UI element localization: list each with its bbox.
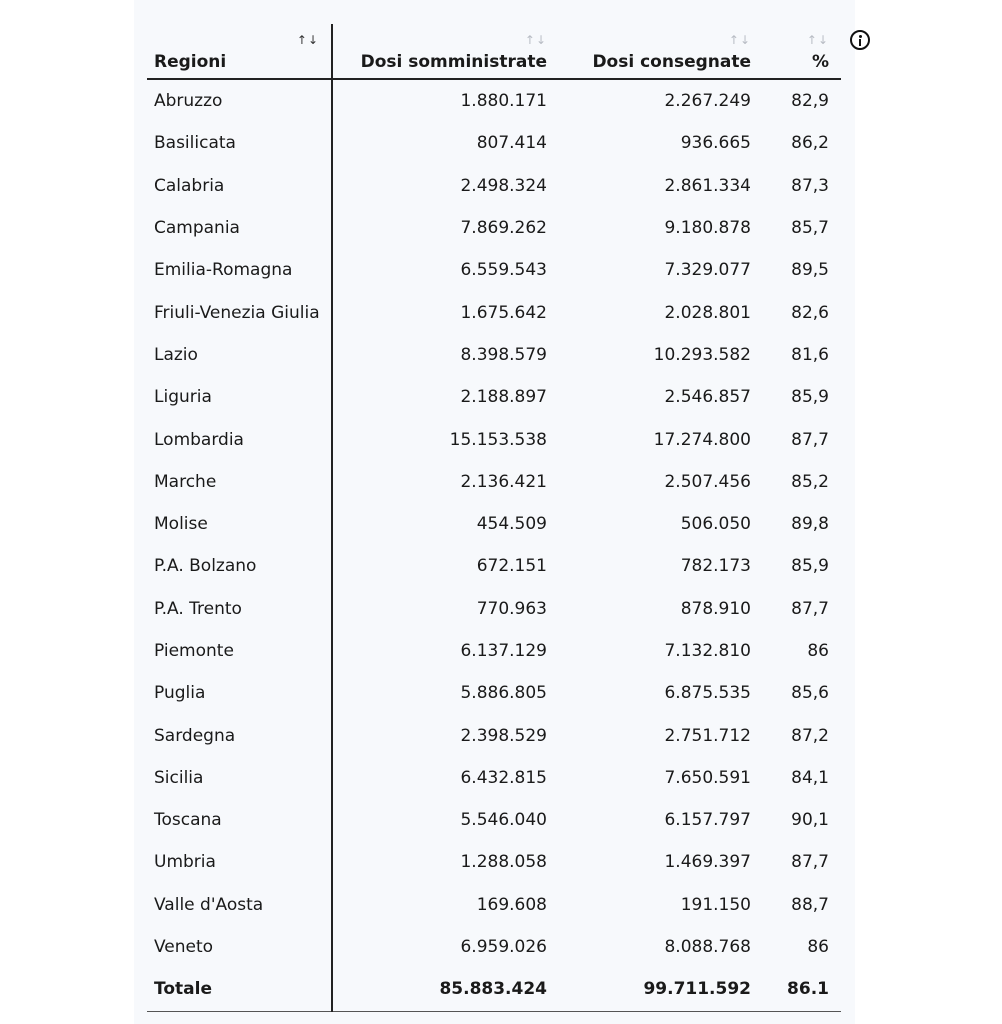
sort-arrows-icon[interactable]: ↑↓ [296,33,319,47]
region-cell: Sardegna [147,714,332,756]
table-row [147,799,841,841]
percent-cell: 87,2 [791,725,829,746]
administered-cell: 2.188.897 [460,387,547,408]
region-cell: Marche [147,461,332,503]
region-cell: Friuli-Venezia Giulia [147,291,332,333]
table-row [147,714,841,756]
delivered-cell: 782.173 [680,556,751,577]
vaccine-doses-table [147,24,841,1012]
column-header-percent[interactable] [763,24,841,79]
column-header-label: Dosi consegnate [592,52,751,72]
percent-cell: 87,7 [791,429,829,450]
percent-cell: 86 [807,641,829,661]
region-cell: Valle d'Aosta [147,884,332,926]
percent-cell: 81,6 [791,344,829,365]
table-row [147,545,841,587]
delivered-cell: 2.267.249 [664,91,751,112]
administered-cell: 6.137.129 [460,641,547,661]
table-row [147,588,841,630]
column-header-label: % [811,52,829,72]
region-cell: Umbria [147,841,332,883]
table-row [147,884,841,926]
percent-cell: 89,5 [791,260,829,281]
percent-cell: 87,7 [791,598,829,619]
delivered-cell: 6.875.535 [664,683,751,704]
percent-cell: 89,8 [791,514,829,535]
region-cell: Emilia-Romagna [147,249,332,291]
total-delivered-cell: 99.711.592 [559,968,763,1011]
region-cell: Campania [147,207,332,249]
region-cell: Toscana [147,799,332,841]
table-row [147,926,841,968]
administered-cell: 169.608 [476,894,547,915]
delivered-cell: 10.293.582 [653,344,751,365]
administered-cell: 770.963 [476,598,547,619]
table-row [147,841,841,883]
column-header-label: Dosi somministrate [360,52,547,72]
percent-cell: 84,1 [791,767,829,788]
administered-cell: 454.509 [476,514,547,535]
table-row [147,376,841,418]
percent-cell: 85,7 [791,218,829,239]
delivered-cell: 9.180.878 [664,218,751,239]
total-label: Totale [147,968,332,1011]
administered-cell: 2.136.421 [460,471,547,492]
region-cell: Lazio [147,334,332,376]
table-row [147,207,841,249]
percent-cell: 82,9 [791,91,829,112]
column-header-administered[interactable] [332,24,559,79]
percent-cell: 86 [807,937,829,958]
column-header-label: Regioni [154,52,227,72]
table-row [147,249,841,291]
table-row [147,757,841,799]
delivered-cell: 8.088.768 [664,937,751,958]
region-cell: Sicilia [147,757,332,799]
delivered-cell: 2.507.456 [664,471,751,492]
table-row [147,79,841,122]
administered-cell: 672.151 [476,556,547,577]
delivered-cell: 2.028.801 [664,302,751,323]
delivered-cell: 7.132.810 [664,641,751,661]
percent-cell: 86,2 [791,133,829,154]
administered-cell: 8.398.579 [460,344,547,365]
delivered-cell: 506.050 [680,514,751,535]
delivered-cell: 936.665 [680,133,751,154]
percent-cell: 85,2 [791,471,829,492]
region-cell: Puglia [147,672,332,714]
table-row [147,672,841,714]
delivered-cell: 7.329.077 [664,260,751,281]
percent-cell: 85,9 [791,387,829,408]
delivered-cell: 2.861.334 [664,175,751,196]
percent-cell: 90,1 [791,810,829,831]
sort-arrows-icon[interactable]: ↑↓ [806,33,829,47]
administered-cell: 7.869.262 [460,218,547,239]
delivered-cell: 17.274.800 [653,429,751,450]
percent-cell: 85,6 [791,683,829,704]
region-cell: P.A. Trento [147,588,332,630]
table-row [147,291,841,333]
delivered-cell: 2.751.712 [664,725,751,746]
region-cell: Abruzzo [147,79,332,122]
table-row [147,418,841,460]
administered-cell: 6.432.815 [460,767,547,788]
administered-cell: 6.959.026 [460,937,547,958]
region-cell: Veneto [147,926,332,968]
percent-cell: 88,7 [791,894,829,915]
administered-cell: 2.398.529 [460,725,547,746]
region-cell: P.A. Bolzano [147,545,332,587]
delivered-cell: 191.150 [680,894,751,915]
sort-arrows-icon[interactable]: ↑↓ [524,33,547,47]
administered-cell: 15.153.538 [449,429,547,450]
total-percent-cell: 86.1 [763,968,841,1011]
administered-cell: 807.414 [476,133,547,154]
percent-cell: 87,3 [791,175,829,196]
region-cell: Liguria [147,376,332,418]
column-header-delivered[interactable] [559,24,763,79]
table-row [147,503,841,545]
administered-cell: 1.288.058 [460,852,547,873]
percent-cell: 82,6 [791,302,829,323]
administered-cell: 5.546.040 [460,810,547,831]
table-header-row [147,24,841,79]
column-header-region[interactable] [147,24,332,79]
administered-cell: 2.498.324 [460,175,547,196]
region-cell: Molise [147,503,332,545]
administered-cell: 1.880.171 [460,91,547,112]
total-administered-cell: 85.883.424 [332,968,559,1011]
administered-cell: 5.886.805 [460,683,547,704]
delivered-cell: 2.546.857 [664,387,751,408]
region-cell: Piemonte [147,630,332,672]
region-cell: Basilicata [147,122,332,164]
administered-cell: 1.675.642 [460,302,547,323]
info-icon[interactable] [850,30,870,50]
region-cell: Calabria [147,165,332,207]
administered-cell: 6.559.543 [460,260,547,281]
delivered-cell: 6.157.797 [664,810,751,831]
table-row [147,122,841,164]
table-row [147,165,841,207]
table-row [147,461,841,503]
percent-cell: 87,7 [791,852,829,873]
table-row [147,334,841,376]
delivered-cell: 878.910 [680,598,751,619]
percent-cell: 85,9 [791,556,829,577]
region-cell: Lombardia [147,418,332,460]
table-body [147,79,841,1011]
sort-arrows-icon[interactable]: ↑↓ [728,33,751,47]
table-row [147,630,841,672]
delivered-cell: 1.469.397 [664,852,751,873]
total-row [147,968,841,1011]
delivered-cell: 7.650.591 [664,767,751,788]
